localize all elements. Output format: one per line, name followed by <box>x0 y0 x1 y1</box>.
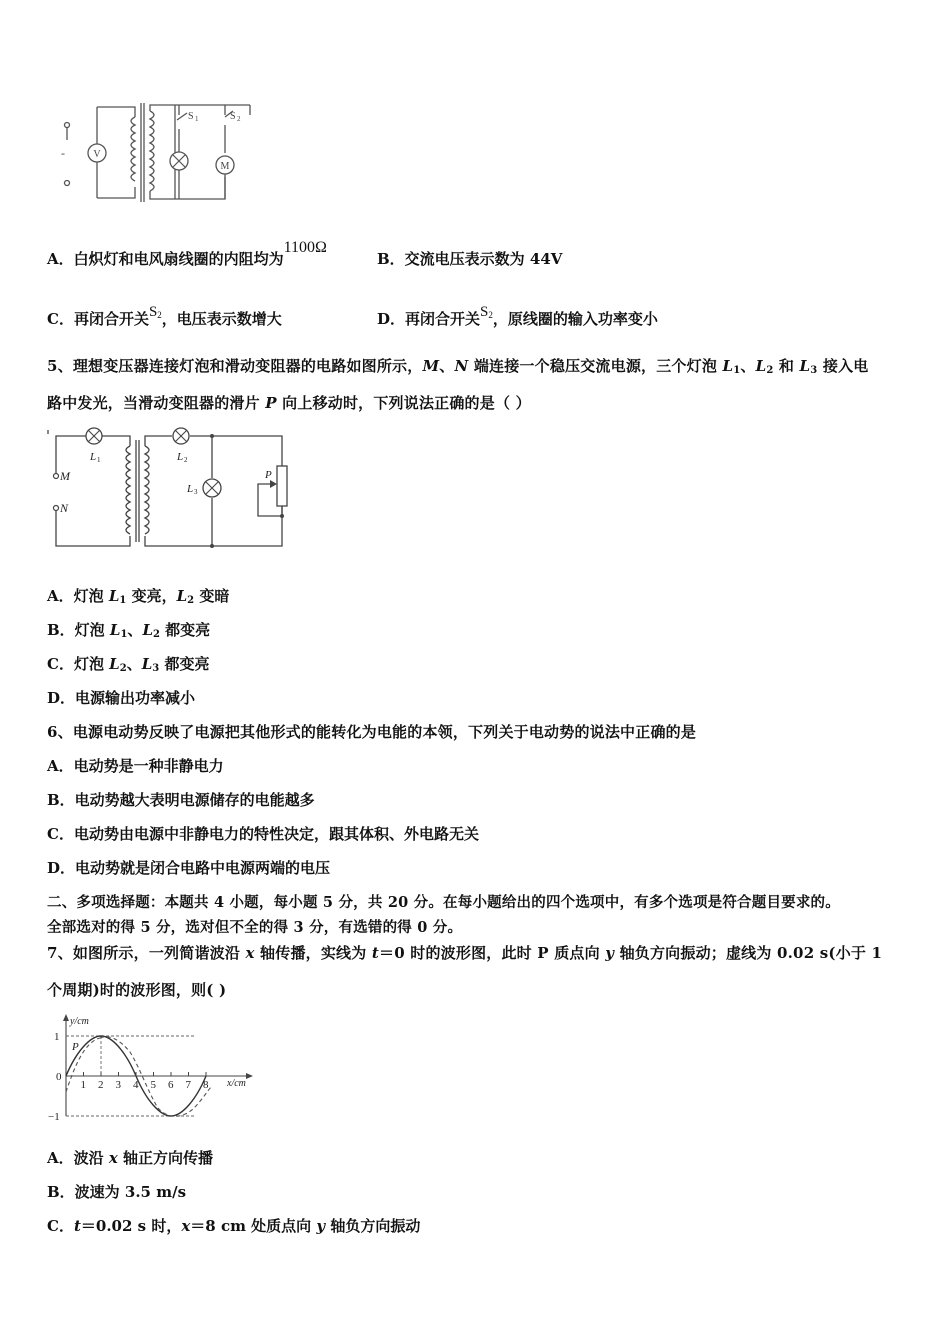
q6-option-b: B．电动势越大表明电源储存的电能越多 <box>47 791 315 809</box>
l3-sub: 3 <box>194 488 198 496</box>
q7-stem-line1: 7、如图所示，一列简谐波沿 x 轴传播，实线为 t＝0 时的波形图，此时 P 质点向 y 轴负方向振动；虚线为 0.02 s(小于 1 <box>47 944 883 962</box>
l3-label: L <box>187 483 194 495</box>
point-p-label: P <box>72 1041 79 1053</box>
x-tick-label: 2 <box>98 1079 104 1091</box>
x-tick-label: 5 <box>150 1079 156 1091</box>
q7-stem-line2: 个周期)时的波形图，则( ) <box>47 981 227 999</box>
x-axis-label: x/cm <box>227 1078 246 1089</box>
q5-option-a: A．灯泡 $L_1$ 变亮，$L_2$ 变暗 <box>47 587 230 606</box>
l2-label: L <box>177 451 184 463</box>
x-tick-label: 8 <box>203 1079 209 1091</box>
q5-transformer-circuit-figure <box>44 424 294 554</box>
s2-sub: 2 <box>237 115 241 123</box>
q4-option-d: D．再闭合开关$S_2$，原线圈的输入功率变小 <box>377 304 658 328</box>
x-tick-label: 4 <box>133 1079 139 1091</box>
q6-option-a: A．电动势是一种非静电力 <box>47 757 224 775</box>
transformer-circuit-figure <box>55 95 280 210</box>
q6-option-d: D．电动势就是闭合电路中电源两端的电压 <box>47 859 331 877</box>
q6-stem: 6、电源电动势反映了电源把其他形式的能转化为电能的本领，下列关于电动势的说法中正确的是 <box>47 723 697 741</box>
q5-option-c: C．灯泡 $L_2$、$L_3$ 都变亮 <box>47 655 210 674</box>
s1-sub: 1 <box>195 115 199 123</box>
q7-option-a: A．波沿 x 轴正方向传播 <box>47 1149 214 1167</box>
l2-sub: 2 <box>184 456 188 464</box>
s2-label: S <box>230 111 236 122</box>
q5-stem-line1: 5、理想变压器连接灯泡和滑动变阻器的电路如图所示，M、N 端连接一个稳压交流电源，三个灯泡 $L_1$、$L_2$ 和 $L_3$ 接入电 <box>47 357 869 376</box>
x-tick-label: 3 <box>115 1079 121 1091</box>
q5-option-d: D．电源输出功率减小 <box>47 689 196 707</box>
q4-option-c: C．再闭合开关$S_2$，电压表示数增大 <box>47 304 282 328</box>
section2-heading-line2: 全部选对的得 5 分，选对但不全的得 3 分，有选错的得 0 分。 <box>47 919 463 936</box>
p-slider-label: P <box>265 469 272 481</box>
l1-sub: 1 <box>97 456 101 464</box>
wave-graph-figure <box>44 1012 264 1127</box>
q4-option-a: A．白炽灯和电风扇线圈的内阻均为1100Ω <box>47 239 327 268</box>
q7-option-c: C．t＝0.02 s 时，x＝8 cm 处质点向 y 轴负方向振动 <box>47 1217 421 1235</box>
n-terminal-label: N <box>60 501 69 515</box>
origin-label: 0 <box>56 1071 62 1083</box>
x-tick-label: 7 <box>185 1079 191 1091</box>
m-terminal-label: M <box>60 469 70 483</box>
x-tick-label: 6 <box>168 1079 174 1091</box>
x-tick-label: 1 <box>80 1079 86 1091</box>
q5-stem-line2: 路中发光，当滑动变阻器的滑片 P 向上移动时，下列说法正确的是（ ） <box>47 394 531 412</box>
l1-label: L <box>90 451 97 463</box>
section2-heading-line1: 二、多项选择题：本题共 4 小题，每小题 5 分，共 20 分。在每小题给出的四个选项中，有多个选项是符合题目要求的。 <box>47 894 840 911</box>
q7-option-b: B．波速为 3.5 m/s <box>47 1183 187 1201</box>
y-tick-1: 1 <box>54 1031 60 1043</box>
x-ticks <box>81 1072 210 1091</box>
y-tick-minus-1: −1 <box>48 1111 60 1123</box>
motor-label: M <box>220 161 230 172</box>
y-axis-label: y/cm <box>70 1016 89 1027</box>
q5-option-b: B．灯泡 $L_1$、$L_2$ 都变亮 <box>47 621 211 640</box>
voltmeter-label: V <box>93 149 101 160</box>
q4-option-b: B．交流电压表示数为 44V <box>377 250 563 268</box>
minus-label: - <box>61 146 65 160</box>
q6-option-c: C．电动势由电源中非静电力的特性决定，跟其体积、外电路无关 <box>47 825 479 843</box>
s1-label: S <box>188 111 194 122</box>
